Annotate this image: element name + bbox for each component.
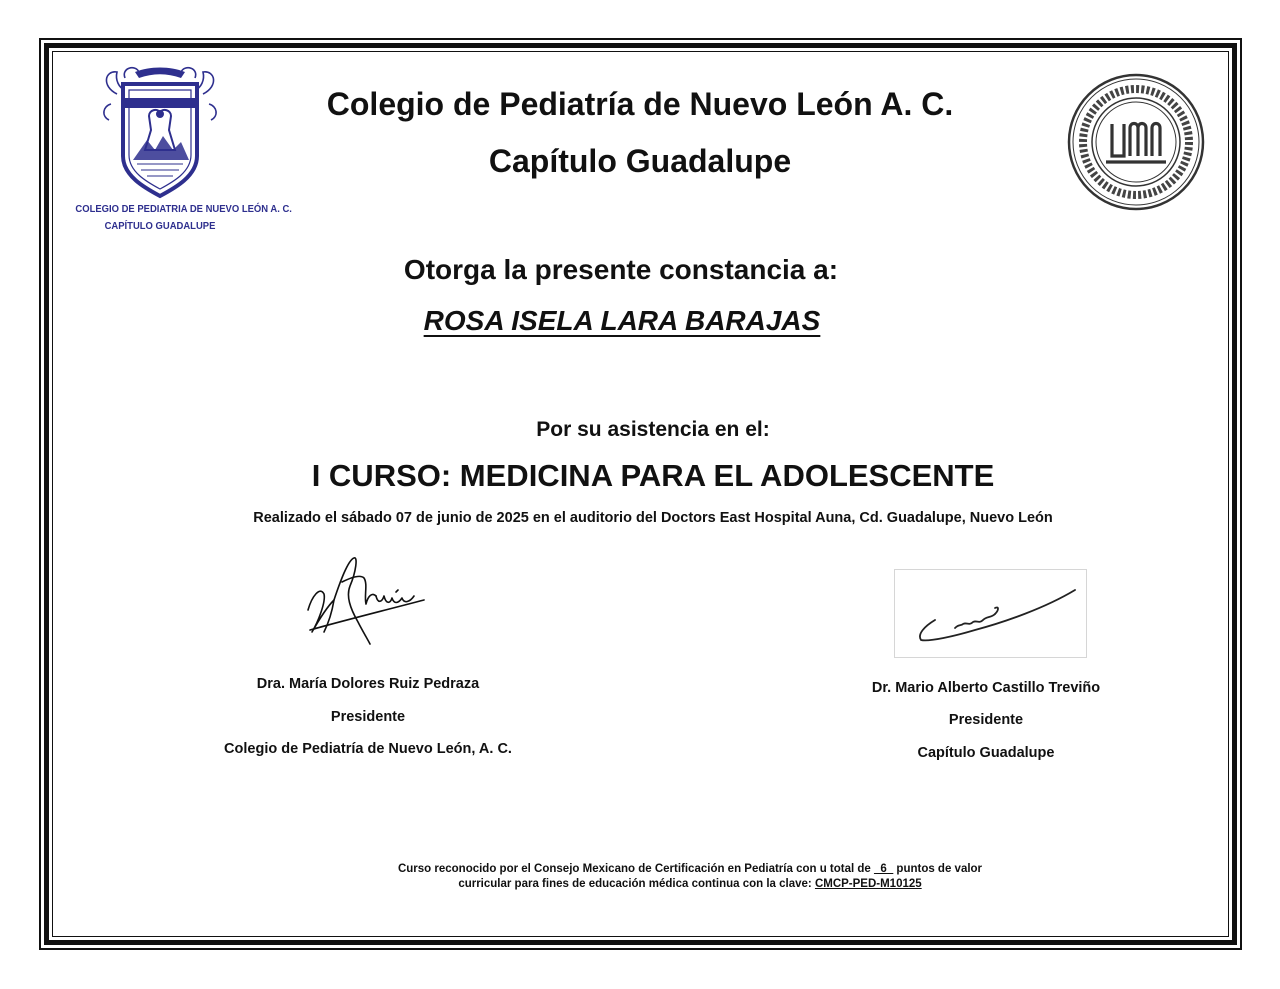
colegio-shield-icon (95, 64, 225, 200)
signatory-left-organization: Colegio de Pediatría de Nuevo León, A. C. (224, 741, 512, 757)
event-details: Realizado el sábado 07 de junio de 2025 en el auditorio del Doctors East Hospital Auna, Cd. Guadalupe, Nuevo León (253, 510, 1053, 526)
signature-right (894, 569, 1087, 658)
signature-left (298, 552, 434, 650)
page-title: Colegio de Pediatría de Nuevo León A. C. (326, 86, 954, 122)
universidad-monterrey-seal (1066, 72, 1206, 212)
colegio-emblem-logo (70, 64, 292, 234)
footer-line1-suffix: puntos de valor (893, 863, 983, 875)
udem-seal-icon (1066, 72, 1206, 212)
handwritten-signature-icon (298, 552, 434, 650)
signatory-right-organization: Capítulo Guadalupe (917, 745, 1055, 761)
footer-line1-prefix: Curso reconocido por el Consejo Mexicano de Certificación en Pediatría con u total de (397, 863, 875, 875)
footer-line2 (240, 878, 1140, 890)
attendance-text: Por su asistencia en el: (536, 418, 770, 441)
handwritten-signature-icon (895, 570, 1088, 659)
footer-points: _6_ (874, 863, 894, 875)
course-title: I CURSO: MEDICINA PARA EL ADOLESCENTE (311, 458, 995, 493)
emblem-caption-line1: COLEGIO DE PEDIATRIA DE NUEVO LEÓN A. C. (75, 203, 292, 215)
grants-text: Otorga la presente constancia a: (403, 254, 839, 285)
signatory-right-role: Presidente (948, 712, 1024, 728)
footer-line2-prefix: curricular para fines de educación médica continua con la clave: (458, 878, 815, 890)
page-subtitle: Capítulo Guadalupe (488, 143, 792, 179)
footer-line1 (240, 863, 1140, 875)
signatory-left-role: Presidente (330, 709, 406, 725)
signatory-right-name: Dr. Mario Alberto Castillo Treviño (871, 680, 1101, 696)
footer-code: CMCP-PED-M10125 (814, 878, 922, 890)
recipient-name: ROSA ISELA LARA BARAJAS (423, 305, 821, 336)
signatory-left-name: Dra. María Dolores Ruiz Pedraza (256, 676, 480, 692)
emblem-caption-line2: CAPÍTULO GUADALUPE (104, 220, 216, 232)
